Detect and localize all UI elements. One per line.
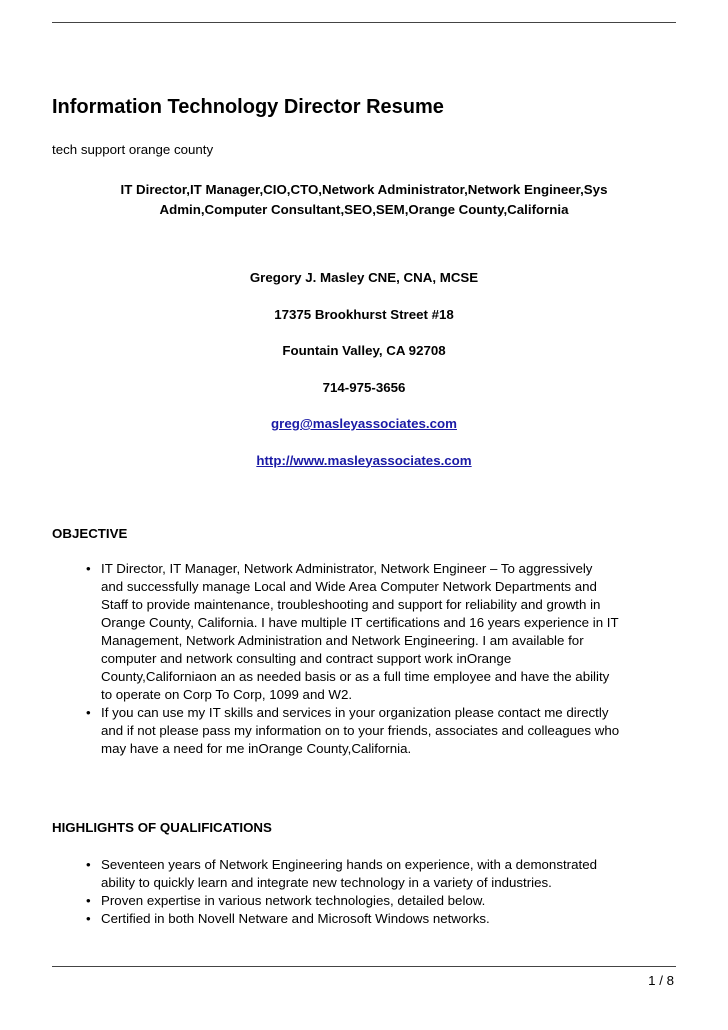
keywords-block [52, 180, 676, 220]
list-item-line: If you can use my IT skills and services in your organization please contact me directly [101, 705, 609, 720]
contact-street: 17375 Brookhurst Street #18 [274, 306, 454, 322]
email-link[interactable]: greg@masleyassociates.com [271, 416, 457, 431]
list-item-line: to operate on Corp To Corp, 1099 and W2. [101, 687, 353, 702]
bullet-icon: • [86, 857, 91, 872]
keywords-line: IT Director,IT Manager,CIO,CTO,Network Administrator,Network Engineer,Sys [120, 182, 608, 197]
list-item [86, 560, 676, 704]
list-item-line: Seventeen years of Network Engineering hands on experience, with a demonstrated [101, 857, 597, 872]
bullet-icon: • [86, 705, 91, 720]
contact-name: Gregory J. Masley CNE, CNA, MCSE [249, 270, 479, 285]
list-item-line: County,Californiaon an as needed basis or as a full time employee and have the ability [101, 669, 610, 684]
list-item [86, 892, 676, 910]
list-item-line: Certified in both Novell Netware and Microsoft Windows networks. [101, 911, 490, 926]
bullet-icon: • [86, 561, 91, 576]
bullet-icon: • [86, 911, 91, 926]
list-item-line: Management, Network Administration and Network Engineering. I am available for [101, 633, 584, 648]
list-item-line: Staff to provide maintenance, troubleshooting and support for reliability and growth in [101, 597, 601, 612]
list-item [86, 704, 676, 758]
list-item [86, 856, 676, 892]
list-item-line: Orange County, California. I have multiple IT certifications and 16 years experience in IT [101, 615, 619, 630]
page-number: 1 / 8 [648, 973, 674, 988]
highlights-list [86, 856, 676, 928]
contact-phone: 714-975-3656 [322, 379, 406, 395]
list-item-line: and successfully manage Local and Wide Area Computer Network Departments and [101, 579, 597, 594]
list-item-line: IT Director, IT Manager, Network Administrator, Network Engineer – To aggressively [101, 561, 593, 576]
list-item-line: Proven expertise in various network technologies, detailed below. [101, 893, 486, 908]
document-subtitle: tech support orange county [52, 142, 214, 157]
bullet-icon: • [86, 893, 91, 908]
list-item-line: ability to quickly learn and integrate new technology in a variety of industries. [101, 875, 552, 890]
highlights-heading: HIGHLIGHTS OF QUALIFICATIONS [52, 820, 272, 835]
objective-list [86, 560, 676, 758]
header-rule [52, 22, 676, 23]
contact-block [52, 270, 676, 489]
list-item-line: and if not please pass my information on to your friends, associates and colleagues who [101, 723, 620, 738]
contact-website-row [52, 453, 676, 490]
objective-heading: OBJECTIVE [52, 526, 128, 541]
contact-city: Fountain Valley, CA 92708 [282, 343, 446, 358]
footer-rule [52, 966, 676, 967]
list-item [86, 910, 676, 928]
keywords-line: Admin,Computer Consultant,SEO,SEM,Orange County,California [159, 202, 569, 217]
website-link[interactable]: http://www.masleyassociates.com [256, 452, 472, 468]
list-item-line: computer and network consulting and contract support work inOrange [101, 651, 512, 666]
list-item-line: may have a need for me inOrange County,California. [101, 741, 412, 756]
document-title: Information Technology Director Resume [52, 96, 444, 118]
contact-email-row [52, 416, 676, 453]
